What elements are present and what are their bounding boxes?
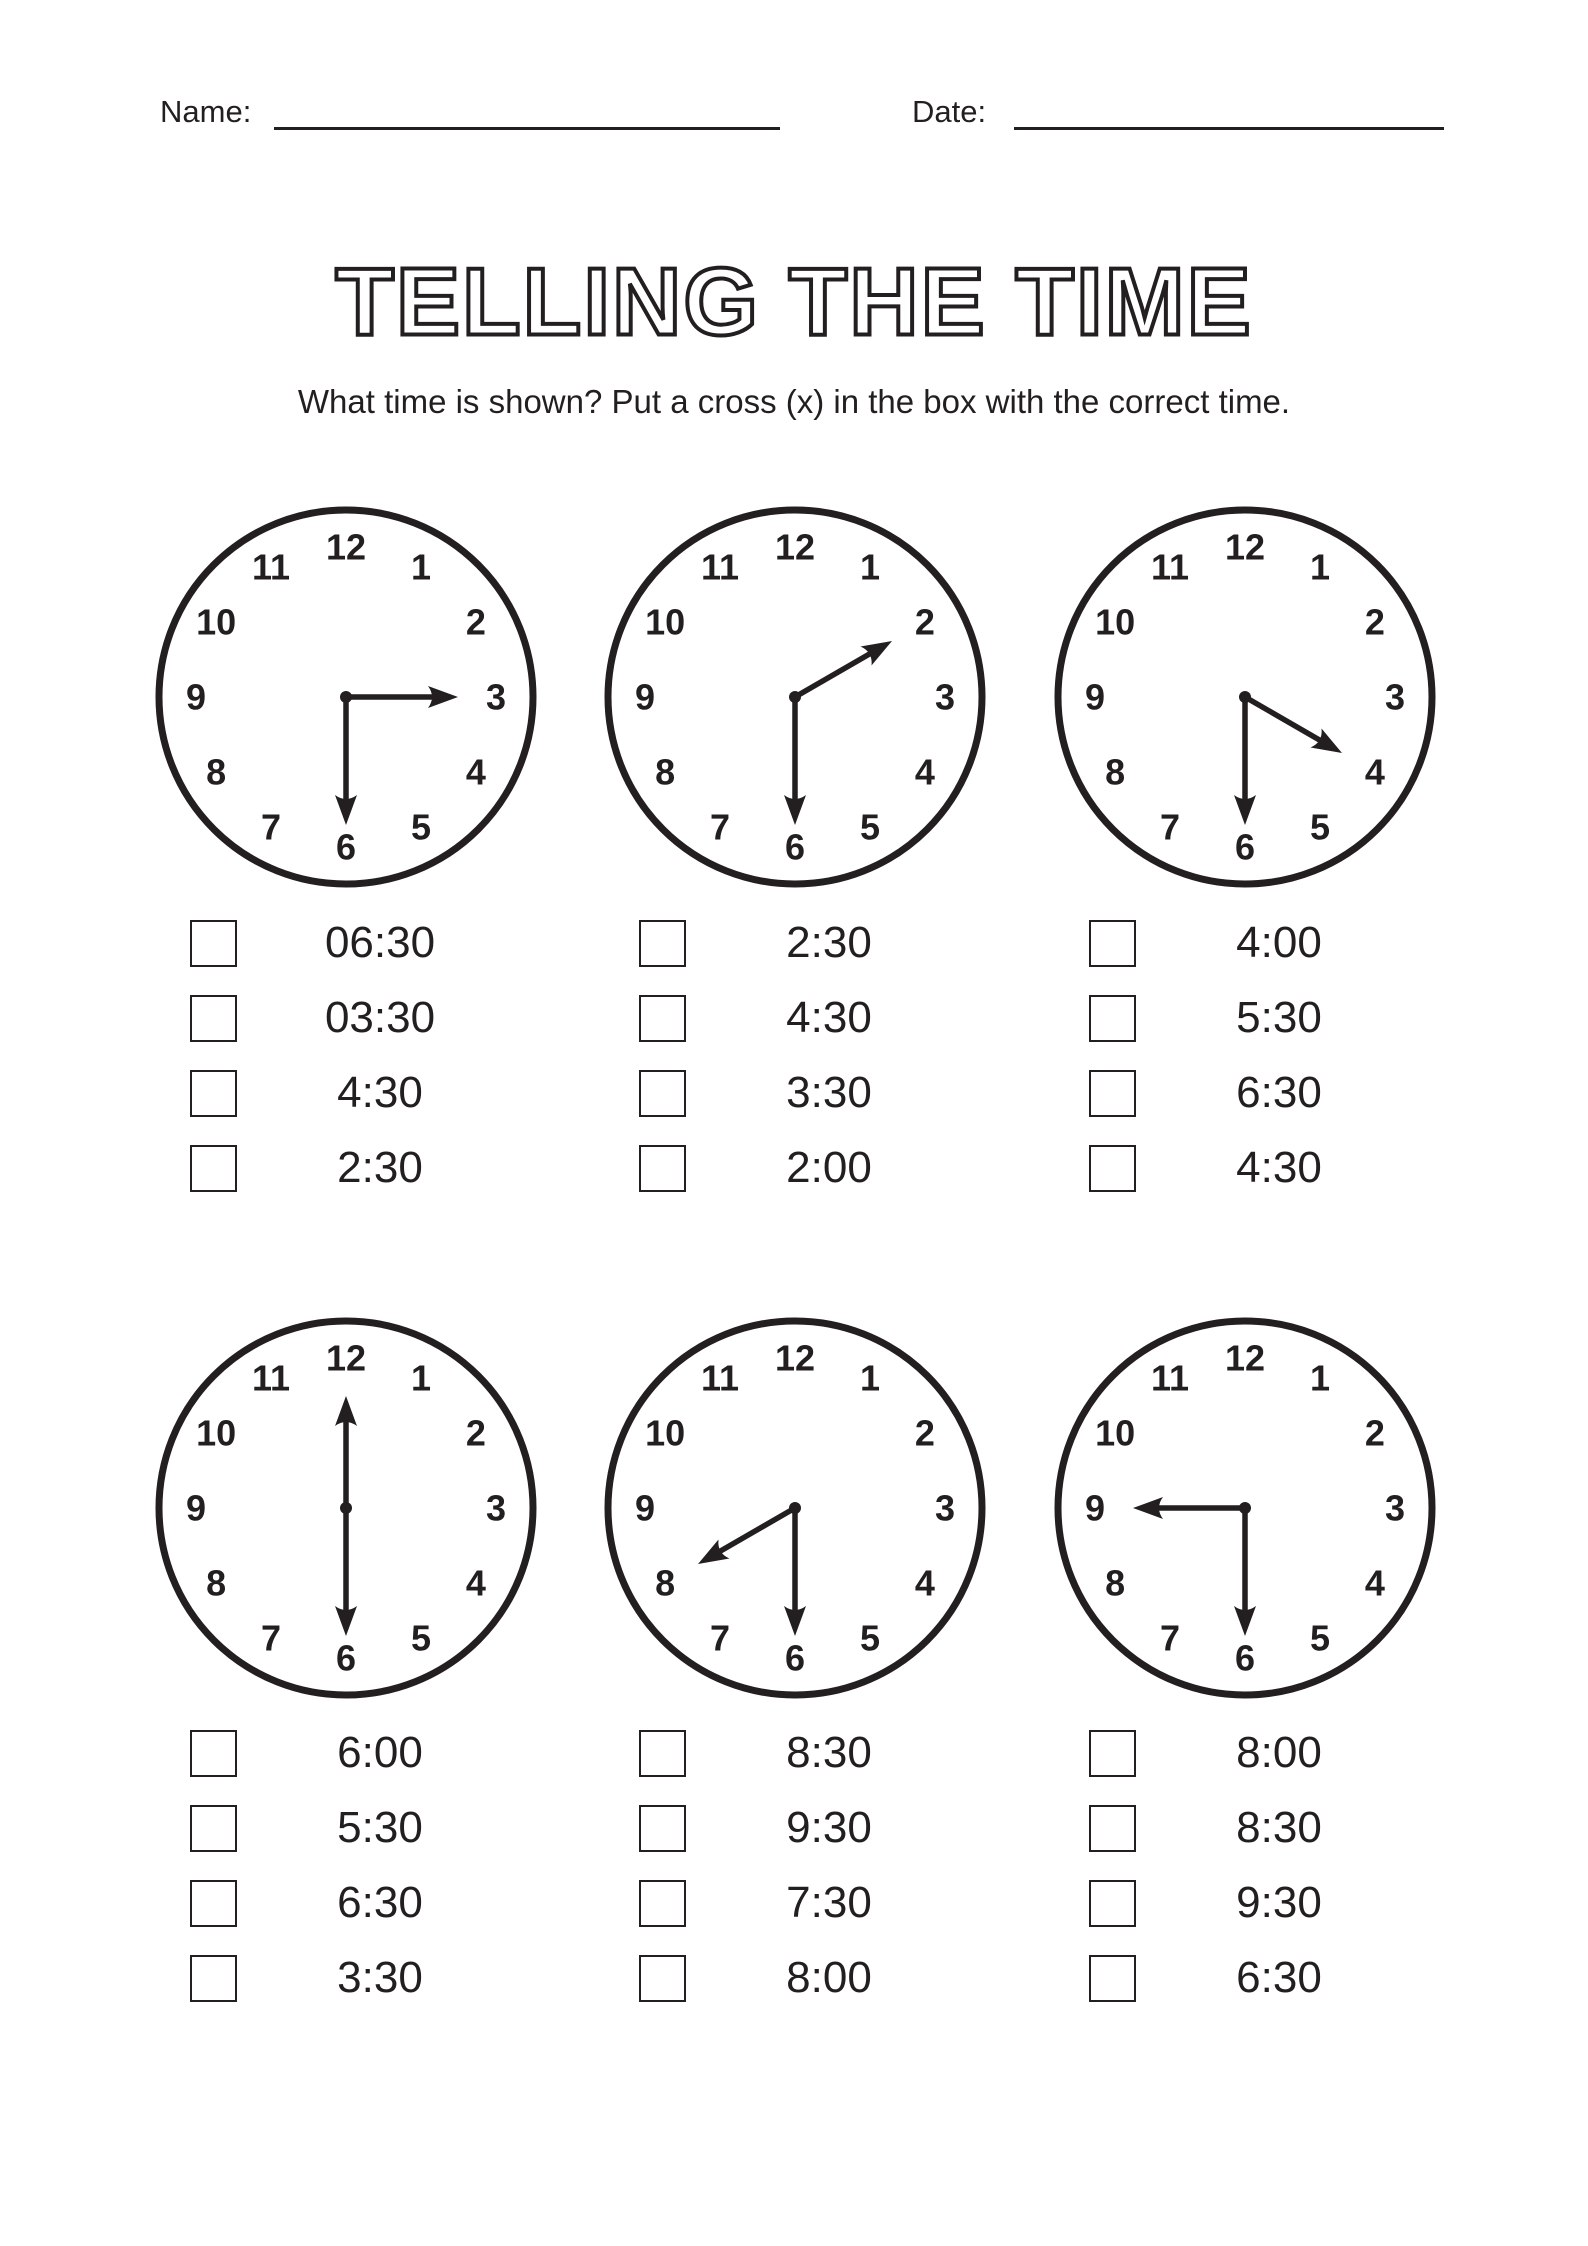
answer-checkbox[interactable] [1089,995,1136,1042]
clock-numeral: 1 [859,546,881,588]
clock-numeral: 6 [784,826,806,868]
clock-numeral: 12 [774,526,816,568]
answer-option[interactable] [1089,1730,1389,1784]
clock-numeral: 4 [914,1562,935,1604]
clock-numeral: 4 [1364,1562,1385,1604]
answer-checkbox[interactable] [190,1730,237,1777]
clock-numeral: 6 [335,826,357,868]
answer-option[interactable] [639,1880,939,1934]
answer-checkbox[interactable] [190,1805,237,1852]
clock-numeral: 4 [914,751,935,793]
clock-face-4 [146,1308,546,1708]
clock-numeral: 2 [914,1412,935,1454]
clock-numeral: 10 [196,1412,237,1454]
clock-numeral: 5 [859,806,881,848]
clock-numeral: 12 [1224,526,1266,568]
clock-numeral: 11 [700,546,740,588]
clock-numeral: 6 [1234,1637,1256,1679]
worksheet-title [0,238,1588,368]
answer-checkbox[interactable] [639,1730,686,1777]
clock-numeral: 1 [410,1357,432,1399]
clock-numeral: 1 [1309,546,1331,588]
answer-time-label: 6:00 [337,1728,423,1777]
date-blank-line[interactable] [1014,127,1444,130]
clock-numeral: 7 [709,1617,731,1659]
clock-numeral: 9 [1084,676,1106,718]
clock-pivot [1239,691,1251,703]
clock-numeral: 6 [1234,826,1256,868]
answer-time-label: 8:00 [786,1953,872,2002]
answer-checkbox[interactable] [190,1955,237,2002]
clock-pivot [789,691,801,703]
answer-option[interactable] [1089,1070,1389,1124]
answer-option[interactable] [190,1805,490,1859]
clock-numeral: 10 [645,1412,686,1454]
answer-option[interactable] [639,1145,939,1199]
clock-numeral: 5 [410,806,432,848]
clock-numeral: 3 [934,1487,956,1529]
clock-numeral: 11 [1150,1357,1190,1399]
answer-time-label: 8:30 [786,1728,872,1777]
answer-time-label: 6:30 [1236,1953,1322,2002]
answer-option[interactable] [190,1880,490,1934]
answer-option[interactable] [1089,1145,1389,1199]
clock-numeral: 6 [784,1637,806,1679]
clock-numeral: 9 [185,1487,207,1529]
clock-numeral: 2 [465,1412,486,1454]
answer-checkbox[interactable] [1089,1880,1136,1927]
clock-numeral: 11 [251,1357,291,1399]
answer-option[interactable] [639,1805,939,1859]
clock-numeral: 12 [325,526,367,568]
answer-checkbox[interactable] [1089,1145,1136,1192]
clock-numeral: 7 [1159,1617,1181,1659]
answer-checkbox[interactable] [639,995,686,1042]
answer-checkbox[interactable] [1089,1070,1136,1117]
clock-numeral: 3 [485,1487,507,1529]
answer-time-label: 9:30 [786,1803,872,1852]
clock-numeral: 9 [634,676,656,718]
answer-time-label: 03:30 [324,993,436,1042]
clock-pivot [340,1502,352,1514]
date-field[interactable] [912,92,1444,132]
answer-option[interactable] [639,995,939,1049]
clock-numeral: 12 [325,1337,367,1379]
clock-numeral: 5 [410,1617,432,1659]
clock-numeral: 4 [465,1562,486,1604]
clock-numeral: 10 [1095,1412,1136,1454]
answer-option[interactable] [190,995,490,1049]
clock-numeral: 7 [260,806,282,848]
clock-numeral: 2 [1364,601,1385,643]
clock-numeral: 8 [1105,751,1126,793]
answer-checkbox[interactable] [190,1880,237,1927]
clock-numeral: 4 [465,751,486,793]
answer-time-label: 3:30 [786,1068,872,1117]
clock-face-2 [595,497,995,897]
answer-time-label: 6:30 [1236,1068,1322,1117]
answer-time-label: 4:30 [337,1068,423,1117]
answer-time-label: 2:00 [786,1143,872,1192]
clock-numeral: 11 [251,546,291,588]
clock-numeral: 8 [206,751,227,793]
answer-checkbox[interactable] [639,920,686,967]
clock-face-3 [1045,497,1445,897]
answer-checkbox[interactable] [190,1145,237,1192]
answer-time-label: 5:30 [1236,993,1322,1042]
clock-numeral: 12 [1224,1337,1266,1379]
answer-checkbox[interactable] [639,1955,686,2002]
answer-time-label: 8:30 [1236,1803,1322,1852]
clock-numeral: 8 [206,1562,227,1604]
clock-numeral: 3 [1384,676,1406,718]
clock-numeral: 12 [774,1337,816,1379]
clock-numeral: 3 [485,676,507,718]
date-label: Date: [912,94,987,129]
answer-option[interactable] [639,1070,939,1124]
answer-time-label: 4:30 [1236,1143,1322,1192]
clock-numeral: 1 [859,1357,881,1399]
answer-time-label: 8:00 [1236,1728,1322,1777]
name-label: Name: [160,94,252,129]
clock-pivot [340,691,352,703]
clock-face-1 [146,497,546,897]
answer-time-label: 9:30 [1236,1878,1322,1927]
clock-numeral: 1 [410,546,432,588]
name-field[interactable] [160,92,780,132]
clock-numeral: 5 [1309,1617,1331,1659]
answer-checkbox[interactable] [639,1805,686,1852]
answer-option[interactable] [1089,1955,1389,2009]
answer-time-label: 6:30 [337,1878,423,1927]
clock-pivot [789,1502,801,1514]
answer-time-label: 4:30 [786,993,872,1042]
answer-time-label: 4:00 [1236,918,1322,967]
clock-numeral: 7 [260,1617,282,1659]
answer-option[interactable] [190,920,490,974]
answer-checkbox[interactable] [190,920,237,967]
answer-option[interactable] [1089,1880,1389,1934]
clock-numeral: 2 [914,601,935,643]
clock-numeral: 10 [196,601,237,643]
answer-checkbox[interactable] [1089,920,1136,967]
clock-numeral: 8 [1105,1562,1126,1604]
clock-numeral: 2 [465,601,486,643]
answer-checkbox[interactable] [1089,1730,1136,1777]
answer-option[interactable] [639,1955,939,2009]
answer-option[interactable] [190,1070,490,1124]
answer-option[interactable] [190,1145,490,1199]
clock-numeral: 5 [859,1617,881,1659]
clock-numeral: 10 [1095,601,1136,643]
answer-checkbox[interactable] [639,1145,686,1192]
clock-numeral: 7 [1159,806,1181,848]
clock-numeral: 1 [1309,1357,1331,1399]
answer-checkbox[interactable] [190,1070,237,1117]
answer-time-label: 3:30 [337,1953,423,2002]
answer-checkbox[interactable] [1089,1955,1136,2002]
answer-option[interactable] [639,1730,939,1784]
clock-numeral: 10 [645,601,686,643]
answer-time-label: 5:30 [337,1803,423,1852]
answer-time-label: 2:30 [786,918,872,967]
answer-option[interactable] [1089,995,1389,1049]
answer-checkbox[interactable] [639,1070,686,1117]
clock-numeral: 8 [655,1562,676,1604]
clock-numeral: 8 [655,751,676,793]
answer-checkbox[interactable] [639,1880,686,1927]
clock-numeral: 4 [1364,751,1385,793]
answer-option[interactable] [190,1955,490,2009]
clock-face-5 [595,1308,995,1708]
clock-numeral: 9 [185,676,207,718]
answer-time-label: 7:30 [786,1878,872,1927]
clock-numeral: 3 [934,676,956,718]
clock-numeral: 9 [1084,1487,1106,1529]
answer-checkbox[interactable] [1089,1805,1136,1852]
answer-option[interactable] [1089,1805,1389,1859]
clock-numeral: 11 [700,1357,740,1399]
answer-time-label: 06:30 [324,918,436,967]
clock-numeral: 3 [1384,1487,1406,1529]
clock-numeral: 7 [709,806,731,848]
answer-option[interactable] [639,920,939,974]
clock-numeral: 2 [1364,1412,1385,1454]
title-text: TELLING THE TIME [335,248,1253,356]
clock-numeral: 9 [634,1487,656,1529]
answer-option[interactable] [190,1730,490,1784]
clock-numeral: 11 [1150,546,1190,588]
answer-checkbox[interactable] [190,995,237,1042]
clock-numeral: 6 [335,1637,357,1679]
answer-time-label: 2:30 [337,1143,423,1192]
name-blank-line[interactable] [274,127,780,130]
clock-numeral: 5 [1309,806,1331,848]
clock-face-6 [1045,1308,1445,1708]
instructions: What time is shown? Put a cross (x) in the box with the correct time. [297,383,1291,420]
answer-option[interactable] [1089,920,1389,974]
clock-pivot [1239,1502,1251,1514]
